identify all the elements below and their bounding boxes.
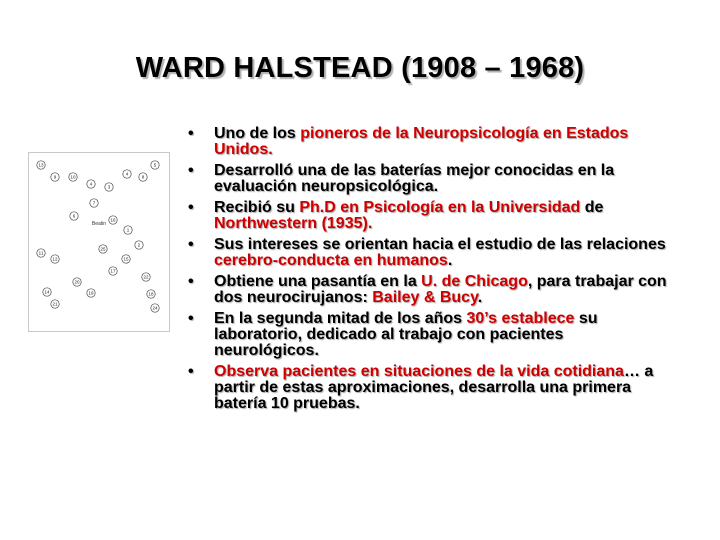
figure-circle (90, 199, 98, 207)
figure-circle (142, 273, 150, 281)
bullet-text: . (477, 289, 483, 306)
bullet-text: Uno de los (214, 125, 301, 142)
figure-circle (135, 241, 143, 249)
figure-circle-number: 3 (107, 184, 111, 190)
highlighted-text: Observa pacientes en situaciones de la vida (214, 363, 554, 380)
figure-circle (70, 212, 78, 220)
figure-circle (51, 300, 59, 308)
figure-circle-number: 21 (52, 301, 58, 307)
figure-circle (147, 290, 155, 298)
highlighted-text: Northwestern (1935). (214, 215, 373, 232)
figure-circle-number: 16 (110, 217, 116, 223)
bullet-item (186, 200, 672, 232)
bullet-text: de (580, 199, 604, 216)
figure-circle (51, 255, 59, 263)
figure-circle-number: 22 (143, 274, 149, 280)
bullet-item (186, 163, 672, 195)
figure-circle-number: 1 (126, 227, 130, 233)
highlighted-text: U. de Chicago (421, 273, 528, 290)
highlighted-text: pioneros de la Neuropsicología en Estados Unidos. (214, 125, 629, 158)
figure-center-label: Beatin (91, 221, 107, 227)
figure-circle-number: 20 (74, 279, 80, 285)
figure-circle (105, 183, 113, 191)
figure-circle (122, 255, 130, 263)
figure-circle-number: 13 (38, 162, 44, 168)
figure-circle-number: 7 (92, 200, 96, 206)
figure-circle (99, 245, 107, 253)
figure-canvas (29, 153, 169, 331)
figure-circle-number: 19 (88, 290, 94, 296)
figure-circle (37, 161, 45, 169)
figure-circle-number: 11 (38, 250, 44, 256)
bullet-text: su laboratorio, dedicado al trabajo con pacientes neurológicos. (214, 310, 598, 359)
bullet-item (186, 311, 672, 359)
figure-circle (37, 249, 45, 257)
figure-circle-number: 18 (148, 291, 154, 297)
figure-circle-number: 24 (152, 305, 158, 311)
bullet-text: , para trabajar con dos neurocirujanos: (214, 273, 667, 306)
figure-circle-number: 4 (89, 181, 93, 187)
page-title: WARD HALSTEAD (1908 – 1968) (135, 52, 585, 84)
bullet-text: Obtiene una pasantía en la (214, 273, 422, 290)
figure-circle (73, 278, 81, 286)
figure-circle (87, 180, 95, 188)
figure-circle-number: 6 (72, 213, 76, 219)
bullet-text: Sus intereses se orientan hacia el estudio de las relaciones (214, 236, 666, 253)
figure-circle-number: 4 (125, 171, 129, 177)
figure-circle-number: 25 (100, 246, 106, 252)
bullet-text: … a partir de estas aproximaciones, desarrolla una primera batería 10 pruebas. (214, 363, 654, 412)
figure-circle (43, 288, 51, 296)
figure-circle-number: 14 (44, 289, 50, 295)
figure-circle (151, 304, 159, 312)
figure-circle-number: 17 (110, 268, 116, 274)
figure-circle-number: 8 (141, 174, 145, 180)
figure-circle-number: 2 (137, 242, 141, 248)
bullet-item (186, 237, 672, 269)
figure-circle-number: 9 (53, 174, 57, 180)
highlighted-text: Ph.D en Psicología en la Universidad (299, 199, 581, 216)
bullet-text: . (447, 252, 453, 269)
figure-circle (69, 173, 77, 181)
figure-circle-number: 10 (70, 174, 76, 180)
bullet-item (186, 274, 672, 306)
bullet-item (186, 126, 672, 158)
figure-circle-number: 12 (52, 256, 58, 262)
figure-circle (151, 161, 159, 169)
highlighted-text: Bailey & Bucy (372, 289, 478, 306)
figure-circle (109, 216, 117, 224)
figure-circle (123, 170, 131, 178)
bullet-list (186, 126, 672, 417)
bullet-text: Recibió su (214, 199, 300, 216)
bullet-text: En la segunda mitad de los años (214, 310, 467, 327)
figure-circle (139, 173, 147, 181)
figure-circle (124, 226, 132, 234)
highlighted-text: 30’s establece (466, 310, 575, 327)
figure-circle-number: 5 (153, 162, 157, 168)
bullet-item (186, 364, 672, 412)
figure-circle (109, 267, 117, 275)
trail-making-figure (28, 152, 170, 332)
bullet-text: Desarrolló una de las baterías mejor conocidas en la evaluación neuropsicológica. (214, 162, 615, 195)
highlighted-text: cotidiana (553, 363, 624, 380)
highlighted-text: cerebro-conducta en humanos (214, 252, 448, 269)
figure-circle (87, 289, 95, 297)
figure-circle-number: 15 (123, 256, 129, 262)
figure-circle (51, 173, 59, 181)
